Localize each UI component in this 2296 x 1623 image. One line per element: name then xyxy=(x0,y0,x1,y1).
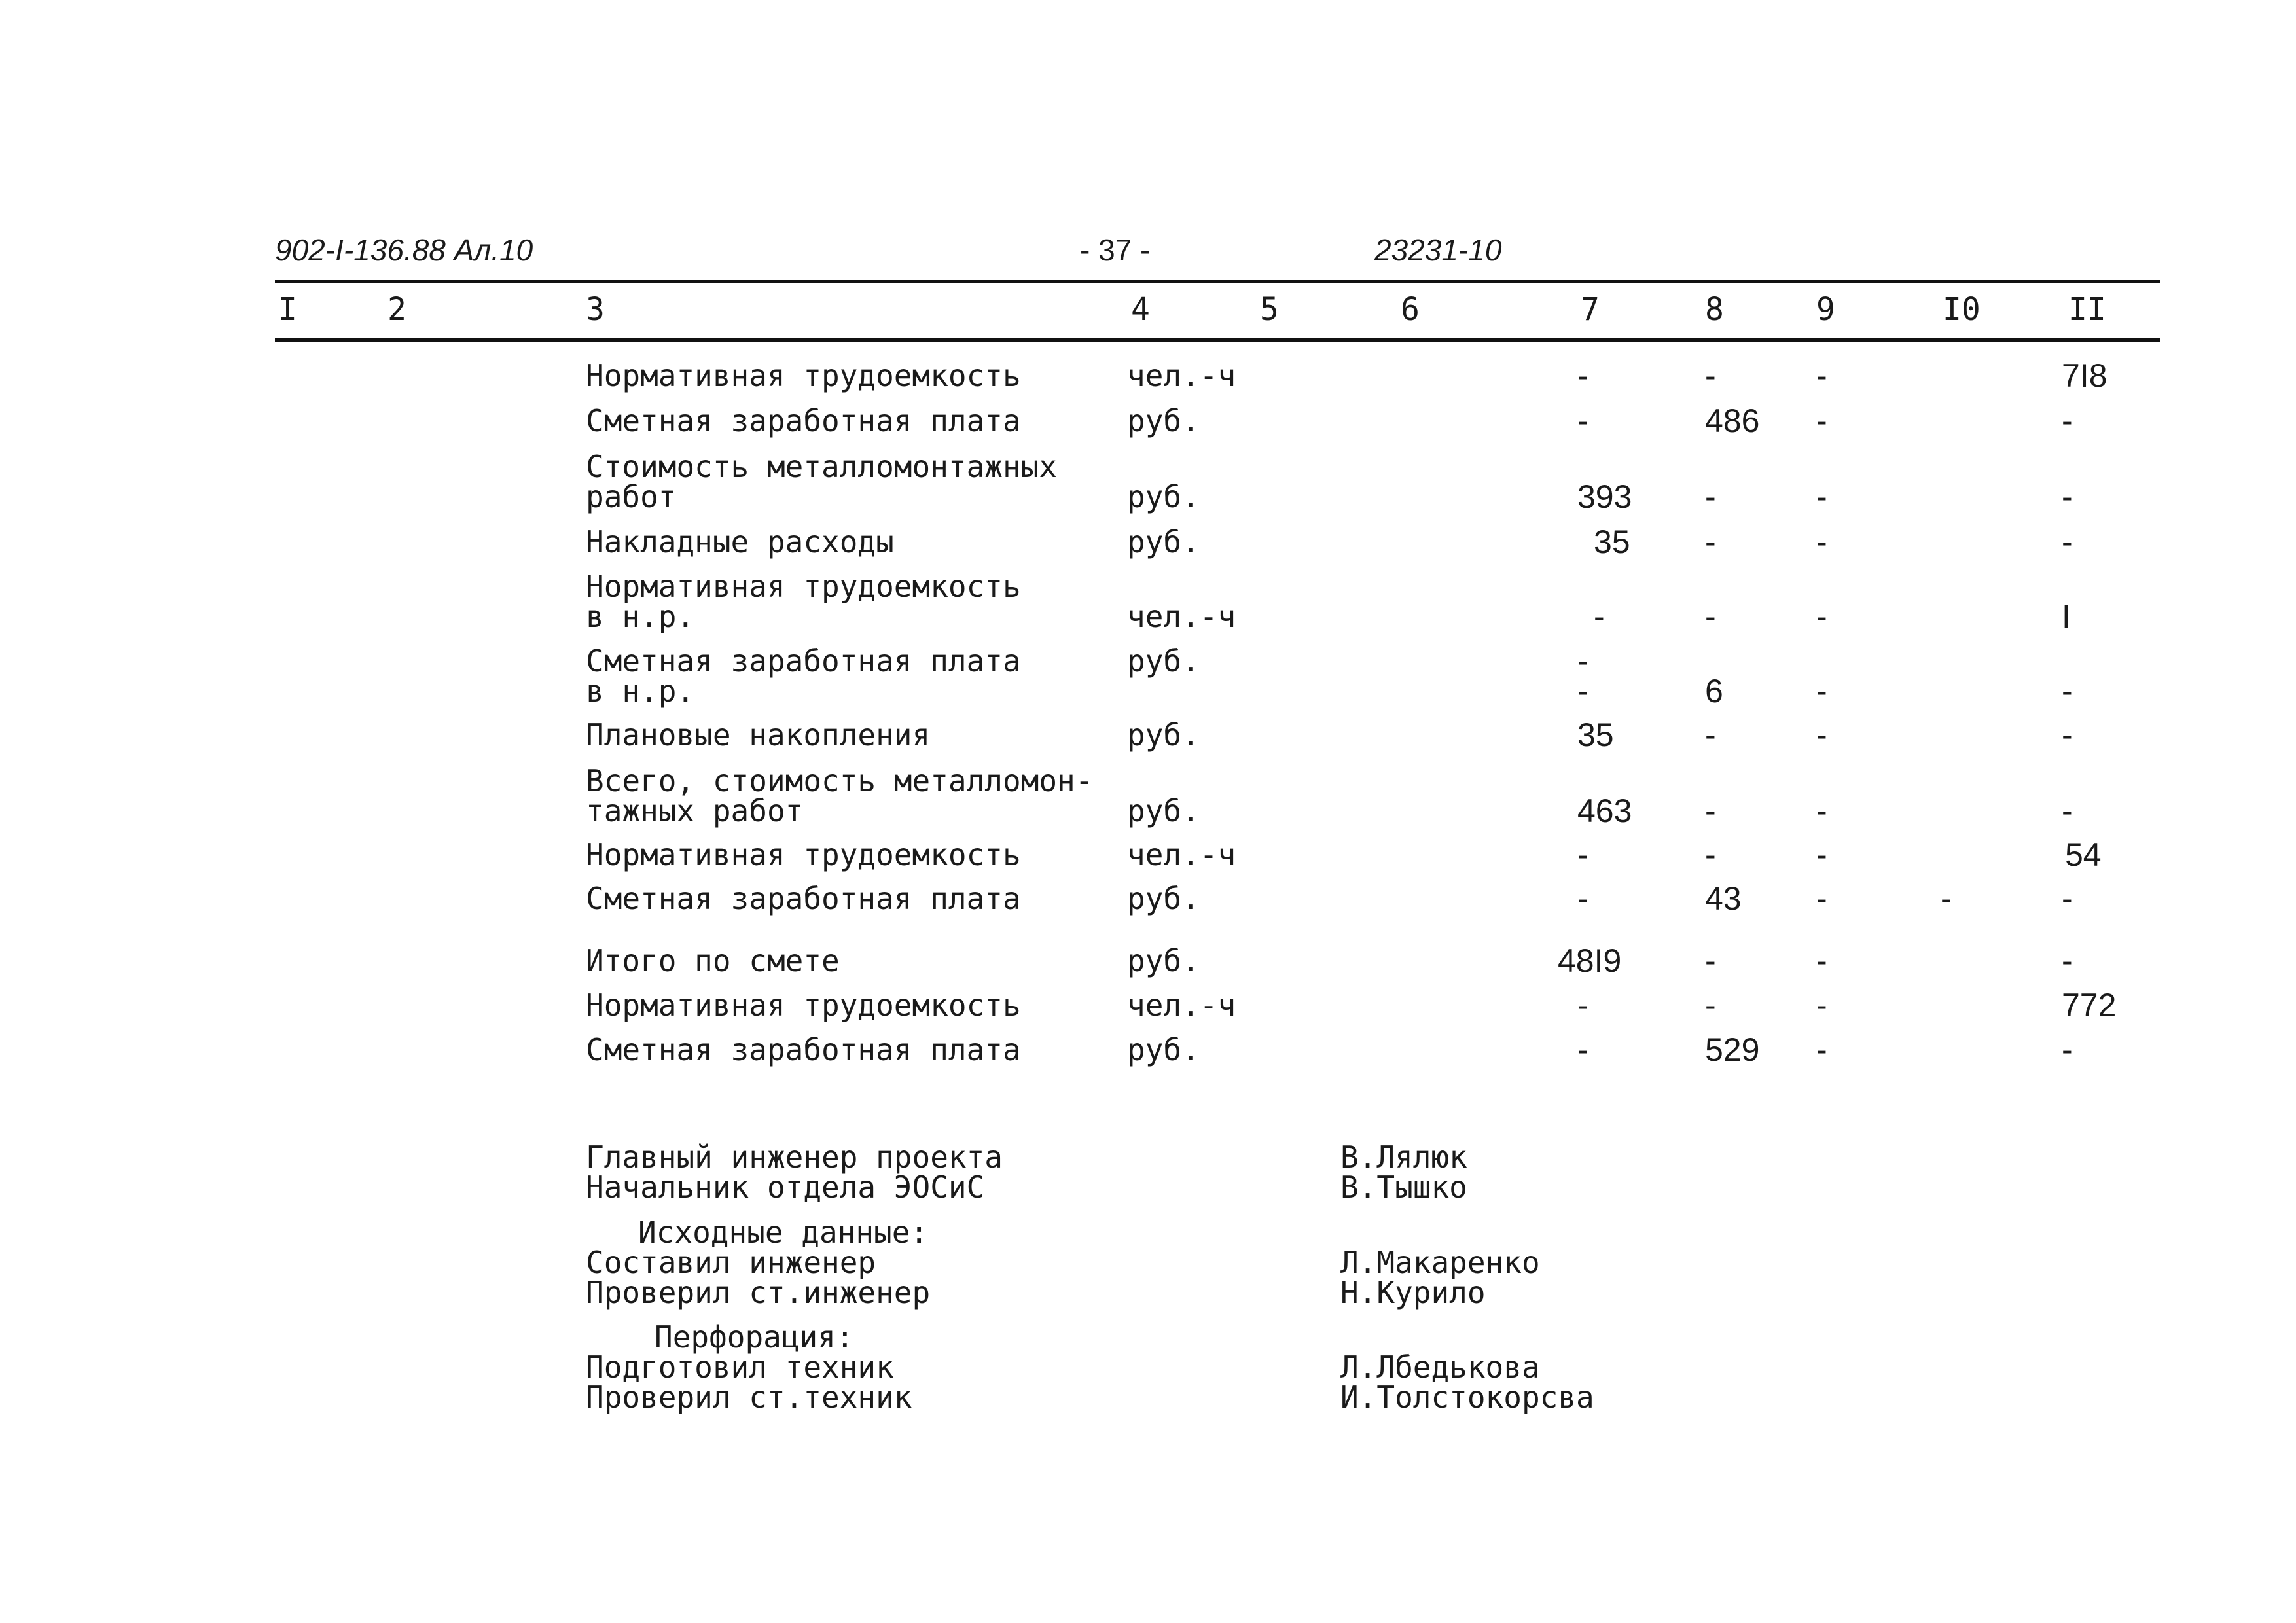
row-value-col8: 486 xyxy=(1705,402,1760,439)
row-name: Сметная заработная плата в н.р. xyxy=(586,643,1021,709)
row-value-col7: 35 xyxy=(1577,717,1614,753)
column-number: 7 xyxy=(1581,291,1600,328)
row-value-col7: - xyxy=(1577,987,1588,1024)
row-value-col8: - xyxy=(1705,357,1716,394)
signature-role: Подготовил техник xyxy=(586,1349,894,1385)
row-value-col8: 43 xyxy=(1705,880,1742,917)
row-unit: руб. xyxy=(1127,943,1200,978)
row-value-col7: - xyxy=(1577,836,1588,873)
row-value-col8: - xyxy=(1705,942,1716,979)
row-name: Накладные расходы xyxy=(586,524,894,560)
signature-name: Н.Курило xyxy=(1340,1275,1486,1310)
signature-section-label: Перфорация: xyxy=(655,1319,854,1355)
signature-role: Проверил ст.инженер xyxy=(586,1275,931,1310)
row-value-col7: - xyxy=(1594,598,1605,635)
row-value-col7: 393 xyxy=(1577,478,1632,515)
row-value-col9: - xyxy=(1816,673,1827,709)
row-value-col9: - xyxy=(1816,598,1827,635)
row-value-col9: - xyxy=(1816,836,1827,873)
row-value-col7: 35 xyxy=(1594,524,1630,560)
row-value-col7: - - xyxy=(1577,643,1588,709)
row-value-col8: - xyxy=(1705,987,1716,1024)
column-number: 2 xyxy=(387,291,406,328)
row-value-col8: 6 xyxy=(1705,673,1723,709)
column-number: 8 xyxy=(1705,291,1724,328)
row-value-col11: - xyxy=(2062,673,2073,709)
row-value-col9: - xyxy=(1816,357,1827,394)
column-number: 5 xyxy=(1260,291,1279,328)
column-numbers-row xyxy=(0,291,2296,337)
row-unit: чел.-ч xyxy=(1127,988,1236,1023)
row-value-col9: - xyxy=(1816,524,1827,560)
row-unit: чел.-ч xyxy=(1127,599,1236,634)
row-value-col11: 54 xyxy=(2065,836,2102,873)
row-value-col9: - xyxy=(1816,478,1827,515)
row-value-col9: - xyxy=(1816,942,1827,979)
row-value-col9: - xyxy=(1816,987,1827,1024)
row-name: Плановые накопления xyxy=(586,717,931,753)
row-value-col11: - xyxy=(2062,478,2073,515)
row-unit: руб. xyxy=(1127,717,1200,753)
signature-name: Л.Макаренко xyxy=(1340,1245,1540,1280)
page-header xyxy=(275,232,2160,278)
signature-name: И.Толстокорсва xyxy=(1340,1380,1594,1415)
signature-name: В.Лялюк xyxy=(1340,1139,1467,1175)
row-value-col11: - xyxy=(2062,880,2073,917)
row-name: Нормативная трудоемкость в н.р. xyxy=(586,569,1021,634)
row-value-col11: - xyxy=(2062,402,2073,439)
row-value-col7: - xyxy=(1577,880,1588,917)
column-number: II xyxy=(2068,291,2106,328)
row-value-col11: - xyxy=(2062,793,2073,829)
row-unit: чел.-ч xyxy=(1127,837,1236,872)
column-number: 6 xyxy=(1401,291,1420,328)
row-value-col11: - xyxy=(2062,717,2073,753)
row-value-col8: - xyxy=(1705,717,1716,753)
row-value-col7: - xyxy=(1577,1031,1588,1068)
document-number: 23231-10 xyxy=(1374,233,1502,267)
row-value-col7: - xyxy=(1577,357,1588,394)
row-value-col9: - xyxy=(1816,880,1827,917)
row-value-col7: - xyxy=(1577,402,1588,439)
row-value-col8: - xyxy=(1705,524,1716,560)
row-value-col11: - xyxy=(2062,524,2073,560)
row-name: Нормативная трудоемкость xyxy=(586,358,1021,393)
row-value-col10: - xyxy=(1941,880,1952,917)
row-value-col8: - xyxy=(1705,836,1716,873)
column-number: 3 xyxy=(586,291,605,328)
row-name: Сметная заработная плата xyxy=(586,881,1021,916)
row-value-col11: - xyxy=(2062,942,2073,979)
row-value-col8: - xyxy=(1705,478,1716,515)
row-value-col8: 529 xyxy=(1705,1031,1760,1068)
column-number: 9 xyxy=(1816,291,1835,328)
row-name: Нормативная трудоемкость xyxy=(586,988,1021,1023)
row-unit: руб. xyxy=(1127,793,1200,829)
row-unit: руб. xyxy=(1127,1032,1200,1067)
column-number: I0 xyxy=(1943,291,1981,328)
column-header-rule xyxy=(275,338,2160,342)
row-name: Стоимость металломонтажных работ xyxy=(586,449,1058,514)
signature-role: Проверил ст.техник xyxy=(586,1380,912,1415)
document-code: 902-I-136.88 Ал.10 xyxy=(275,233,533,267)
row-value-col7: 48I9 xyxy=(1558,942,1622,979)
row-name: Итого по смете xyxy=(586,943,840,978)
row-value-col7: 463 xyxy=(1577,793,1632,829)
row-value-col11: 772 xyxy=(2062,987,2117,1024)
row-value-col11: - xyxy=(2062,1031,2073,1068)
row-unit: руб. xyxy=(1127,881,1200,916)
row-value-col9: - xyxy=(1816,1031,1827,1068)
row-name: Сметная заработная плата xyxy=(586,1032,1021,1067)
row-value-col8: - xyxy=(1705,793,1716,829)
row-name: Нормативная трудоемкость xyxy=(586,837,1021,872)
signature-role: Начальник отдела ЭОСиС xyxy=(586,1169,985,1205)
column-number: 4 xyxy=(1131,291,1150,328)
row-value-col9: - xyxy=(1816,793,1827,829)
column-number: I xyxy=(278,291,297,328)
row-value-col11: I xyxy=(2062,598,2071,635)
row-unit: руб. xyxy=(1127,403,1200,438)
row-name: Сметная заработная плата xyxy=(586,403,1021,438)
row-value-col9: - xyxy=(1816,717,1827,753)
row-name: Всего, стоимость металломон- тажных работ xyxy=(586,763,1094,829)
signature-role: Главный инженер проекта xyxy=(586,1139,1003,1175)
signature-role: Составил инженер xyxy=(586,1245,876,1280)
row-unit: руб. xyxy=(1127,479,1200,514)
row-unit: чел.-ч xyxy=(1127,358,1236,393)
page-number: - 37 - xyxy=(1080,233,1151,267)
signature-name: В.Тышко xyxy=(1340,1169,1467,1205)
row-value-col11: 7I8 xyxy=(2062,357,2108,394)
row-value-col8: - xyxy=(1705,598,1716,635)
signature-name: Л.Лбедькова xyxy=(1340,1349,1540,1385)
row-unit: руб. xyxy=(1127,643,1200,679)
row-value-col9: - xyxy=(1816,402,1827,439)
header-rule xyxy=(275,280,2160,283)
signature-section-label: Исходные данные: xyxy=(638,1215,929,1250)
row-unit: руб. xyxy=(1127,524,1200,560)
